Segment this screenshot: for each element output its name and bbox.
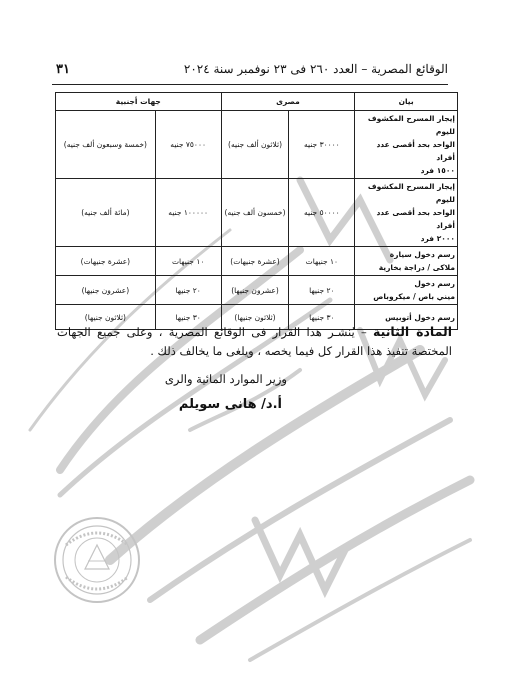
egyptian-amount-words: (ثلاثون ألف جنيه) [221, 111, 289, 179]
egyptian-amount: ٢٠ جنيها [289, 276, 355, 305]
foreign-header: جهات أجنبية [56, 93, 222, 111]
foreign-amount-words: (عشرون جنيها) [56, 276, 156, 305]
fees-table [55, 92, 458, 330]
foreign-amount: ٣٠ جنيها [155, 305, 221, 330]
page-header [52, 60, 448, 85]
egyptian-header: مصرى [221, 93, 355, 111]
table-row [56, 179, 458, 247]
article-paragraph [57, 322, 452, 361]
article-text: – يُنشـر هذا القرار فى الوقائع المصرية ، وعلى جميع الجهات المختصة تنفيذ هذا القرار كل فيما يخصه ، ويلغى ما يخالف ذلك . [57, 325, 452, 358]
row-description: إيجار المسرح المكشوف لليوم الواحد بحد أقصى عدد أفراد ١٥٠٠ فرد [355, 111, 458, 179]
egyptian-amount-words: (عشرون جنيها) [221, 276, 289, 305]
page-number: ٣١ [56, 62, 70, 77]
egyptian-amount-words: (ثلاثون جنيها) [221, 305, 289, 330]
foreign-amount-words: (ثلاثون جنيها) [56, 305, 156, 330]
row-description: رسم دخول أتوبيس [355, 305, 458, 330]
foreign-amount-words: (عشرة جنيهات) [56, 247, 156, 276]
table-row [56, 276, 458, 305]
gazette-issue-line: الوقائع المصرية – العدد ٢٦٠ فى ٢٣ نوفمبر سنة ٢٠٢٤ [183, 62, 448, 76]
table-header-row [56, 93, 458, 111]
official-seal-icon [52, 515, 142, 605]
egyptian-amount: ٥٠٠٠٠ جنيه [289, 179, 355, 247]
foreign-amount: ١٠ جنيهات [155, 247, 221, 276]
egyptian-amount-words: (عشرة جنيهات) [221, 247, 289, 276]
article-label: المادة الثانية [373, 324, 452, 339]
row-description: رسم دخول ميني باص / ميكروباص [355, 276, 458, 305]
foreign-amount: ٧٥٠٠٠ جنيه [155, 111, 221, 179]
row-description: رسم دخول سيارة ملاكى / دراجة بخارية [355, 247, 458, 276]
foreign-amount: ١٠٠٠٠٠ جنيه [155, 179, 221, 247]
row-description: إيجار المسرح المكشوف لليوم الواحد بحد أقصى عدد أفراد ٢٠٠٠ فرد [355, 179, 458, 247]
egyptian-amount: ٣٠ جنيها [289, 305, 355, 330]
minister-title: وزير الموارد المائية والرى [164, 372, 287, 386]
egyptian-amount-words: (خمسون ألف جنيه) [221, 179, 289, 247]
table-row [56, 247, 458, 276]
minister-name: أ.د/ هانى سويلم [178, 397, 282, 412]
foreign-amount: ٢٠ جنيها [155, 276, 221, 305]
egyptian-amount: ١٠ جنيهات [289, 247, 355, 276]
statement-header: بيان [355, 93, 458, 111]
foreign-amount-words: (خمسة وسبعون ألف جنيه) [56, 111, 156, 179]
egyptian-amount: ٣٠٠٠٠ جنيه [289, 111, 355, 179]
table-row [56, 111, 458, 179]
foreign-amount-words: (مائة ألف جنيه) [56, 179, 156, 247]
